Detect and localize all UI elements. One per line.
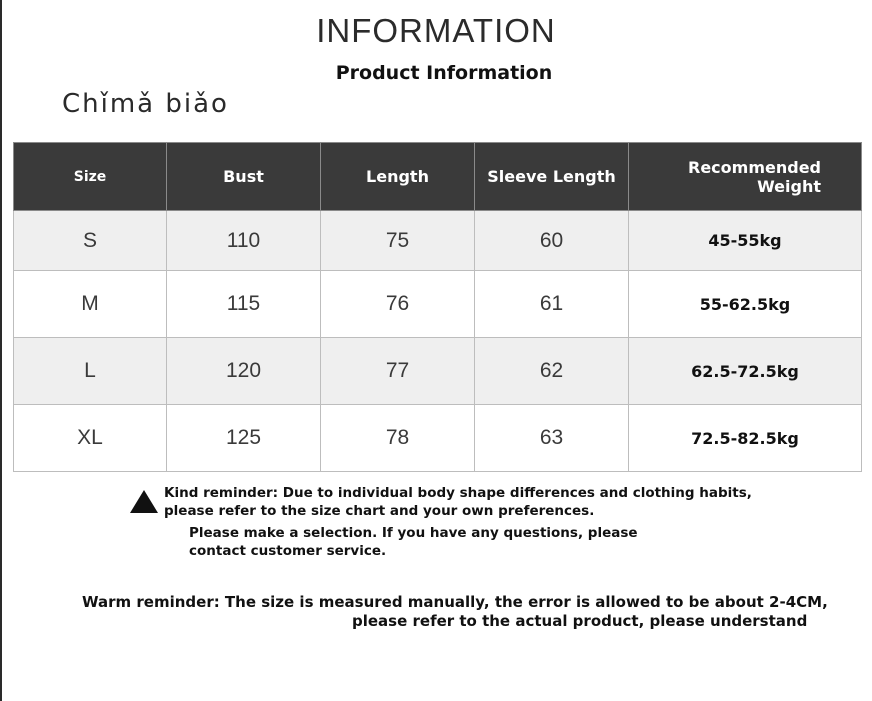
kind-reminder-line-1: Kind reminder: Due to individual body shape differences and clothing habits, (164, 485, 752, 501)
page-left-border (0, 0, 2, 701)
kind-reminder-line-2: please refer to the size chart and your own preferences. (164, 503, 595, 519)
header-length: Length (321, 143, 475, 211)
warm-reminder-line-1: Warm reminder: The size is measured manually, the error is allowed to be about 2-4CM, (82, 593, 828, 611)
cell-bust: 115 (167, 271, 321, 338)
cell-sleeve: 61 (475, 271, 629, 338)
cell-size: S (14, 211, 167, 271)
cell-length: 75 (321, 211, 475, 271)
cell-size: M (14, 271, 167, 338)
cell-weight: 72.5-82.5kg (629, 405, 862, 472)
cell-weight: 55-62.5kg (629, 271, 862, 338)
cell-sleeve: 62 (475, 338, 629, 405)
table-row (14, 338, 862, 405)
cell-sleeve: 63 (475, 405, 629, 472)
cell-sleeve: 60 (475, 211, 629, 271)
warm-reminder-line-2: please refer to the actual product, please understand (352, 612, 808, 630)
cell-length: 78 (321, 405, 475, 472)
header-weight-line-2: Weight (757, 176, 821, 196)
page-subtitle: Product Information (335, 62, 553, 84)
size-chart-pinyin-label: Chǐmǎ biǎo (62, 89, 229, 119)
table-row (14, 211, 862, 271)
kind-reminder-line-4: contact customer service. (189, 543, 387, 559)
header-bust: Bust (167, 143, 321, 211)
page-title: INFORMATION (316, 12, 556, 49)
table-header-row (14, 143, 862, 211)
header-size: Size (14, 143, 167, 211)
warning-triangle-icon (130, 490, 158, 513)
cell-bust: 110 (167, 211, 321, 271)
cell-weight: 62.5-72.5kg (629, 338, 862, 405)
cell-bust: 120 (167, 338, 321, 405)
cell-size: L (14, 338, 167, 405)
cell-size: XL (14, 405, 167, 472)
table-row (14, 271, 862, 338)
header-weight-line-1: Recommended (688, 157, 821, 177)
table-row (14, 405, 862, 472)
header-sleeve-length: Sleeve Length (475, 143, 629, 211)
cell-weight: 45-55kg (629, 211, 862, 271)
cell-length: 76 (321, 271, 475, 338)
header-recommended-weight (629, 143, 862, 211)
kind-reminder-line-3: Please make a selection. If you have any questions, please (189, 525, 638, 541)
cell-length: 77 (321, 338, 475, 405)
size-chart-table (13, 142, 862, 472)
cell-bust: 125 (167, 405, 321, 472)
